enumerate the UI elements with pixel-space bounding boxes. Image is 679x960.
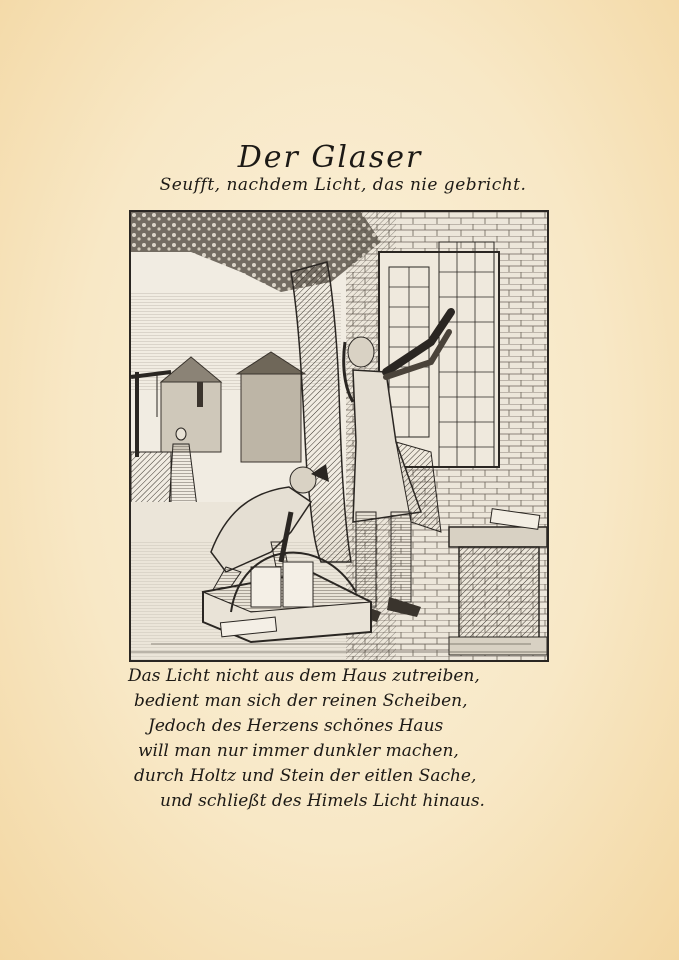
- engraving-glazier-scene-icon: [131, 212, 547, 660]
- verse-block: [118, 664, 558, 814]
- verse-line: durch Holtz und Stein der eitlen Sache,: [134, 766, 477, 786]
- page-subtitle: Seufft, nachdem Licht, das nie gebricht.: [159, 175, 527, 195]
- page-title: Der Glaser: [237, 140, 423, 175]
- verse-line: will man nur immer dunkler machen,: [138, 741, 459, 761]
- verse-line: Das Licht nicht aus dem Haus zutreiben,: [128, 666, 480, 686]
- verse-line: bedient man sich der reinen Scheiben,: [134, 691, 468, 711]
- engraving-plate: [129, 210, 549, 662]
- verse-line: und schließt des Himels Licht hinaus.: [160, 791, 485, 811]
- verse-line: Jedoch des Herzens schönes Haus: [148, 716, 444, 736]
